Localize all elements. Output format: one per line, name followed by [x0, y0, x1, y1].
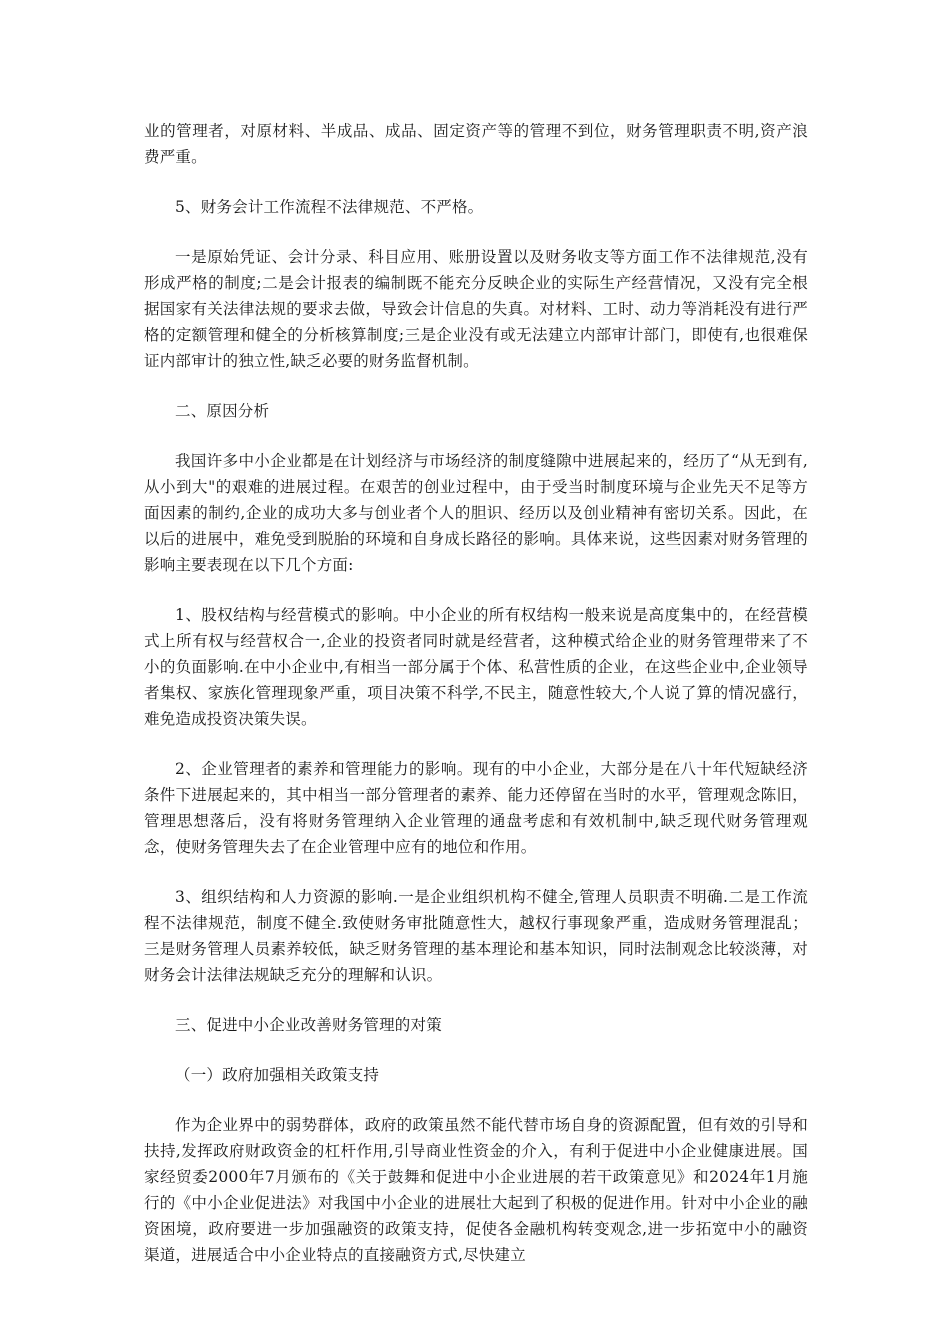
section-heading-countermeasures: 三、促进中小企业改善财务管理的对策 [175, 1016, 442, 1034]
document-body [144, 118, 808, 1292]
subheading-5: 5、财务会计工作流程不法律规范、不严格。 [175, 198, 484, 216]
paragraph-cause-2: 2、企业管理者的素养和管理能力的影响。现有的中小企业，大部分是在八十年代短缺经济条件下进展起来的，其中相当一部分管理者的素养、能力还停留在当时的水平，管理观念陈旧，管理思想落后，没有将财务管理纳入企业管理的通盘考虑和有效机制中,缺乏现代财务管理观念，使财务管理失去了在企业管理中应有的地位和作用。 [144, 760, 808, 856]
paragraph-government-support: 作为企业界中的弱势群体，政府的政策虽然不能代替市场自身的资源配置，但有效的引导和扶持,发挥政府财政资金的杠杆作用,引导商业性资金的介入，有利于促进中小企业健康进展。国家经贸委2000年7月颁布的《关于鼓舞和促进中小企业进展的若干政策意见》和2024年1月施行的《中小企业促进法》对我国中小企业的进展壮大起到了积极的促进作用。针对中小企业的融资困境，政府要进一步加强融资的政策支持，促使各金融机构转变观念,进一步拓宽中小的融资渠道，进展适合中小企业特点的直接融资方式,尽快建立 [144, 1116, 808, 1264]
paragraph-continuation: 业的管理者，对原材料、半成品、成品、固定资产等的管理不到位，财务管理职责不明,资产浪费严重。 [144, 122, 808, 166]
paragraph-cause-1: 1、股权结构与经营模式的影响。中小企业的所有权结构一般来说是高度集中的，在经营模式上所有权与经营权合一,企业的投资者同时就是经营者，这种模式给企业的财务管理带来了不小的负面影响.在中小企业中,有相当一部分属于个体、私营性质的企业，在这些企业中,企业领导者集权、家族化管理现象严重，项目决策不科学,不民主，随意性较大,个人说了算的情况盛行，难免造成投资决策失误。 [144, 606, 808, 728]
paragraph-accounting-process: 一是原始凭证、会计分录、科目应用、账册设置以及财务收支等方面工作不法律规范,没有形成严格的制度;二是会计报表的编制既不能充分反映企业的实际生产经营情况，又没有完全根据国家有关法律法规的要求去做，导致会计信息的失真。对材料、工时、动力等消耗没有进行严格的定额管理和健全的分析核算制度;三是企业没有或无法建立内部审计部门，即使有,也很难保证内部审计的独立性,缺乏必要的财务监督机制。 [144, 248, 808, 370]
paragraph-cause-intro: 我国许多中小企业都是在计划经济与市场经济的制度缝隙中进展起来的，经历了“从无到有,从小到大"的艰难的进展过程。在艰苦的创业过程中，由于受当时制度环境与企业先天不足等方面因素的制约,企业的成功大多与创业者个人的胆识、经历以及创业精神有密切关系。因此，在以后的进展中，难免受到脱胎的环境和自身成长路径的影响。具体来说，这些因素对财务管理的影响主要表现在以下几个方面: [144, 452, 808, 574]
paragraph-cause-3: 3、组织结构和人力资源的影响.一是企业组织机构不健全,管理人员职责不明确.二是工作流程不法律规范，制度不健全.致使财务审批随意性大，越权行事现象严重，造成财务管理混乱；三是财务管理人员素养较低，缺乏财务管理的基本理论和基本知识，同时法制观念比较淡薄，对财务会计法律法规缺乏充分的理解和认识。 [144, 888, 808, 984]
section-heading-cause-analysis: 二、原因分析 [175, 402, 270, 420]
subheading-government-support: （一）政府加强相关政策支持 [175, 1066, 380, 1084]
